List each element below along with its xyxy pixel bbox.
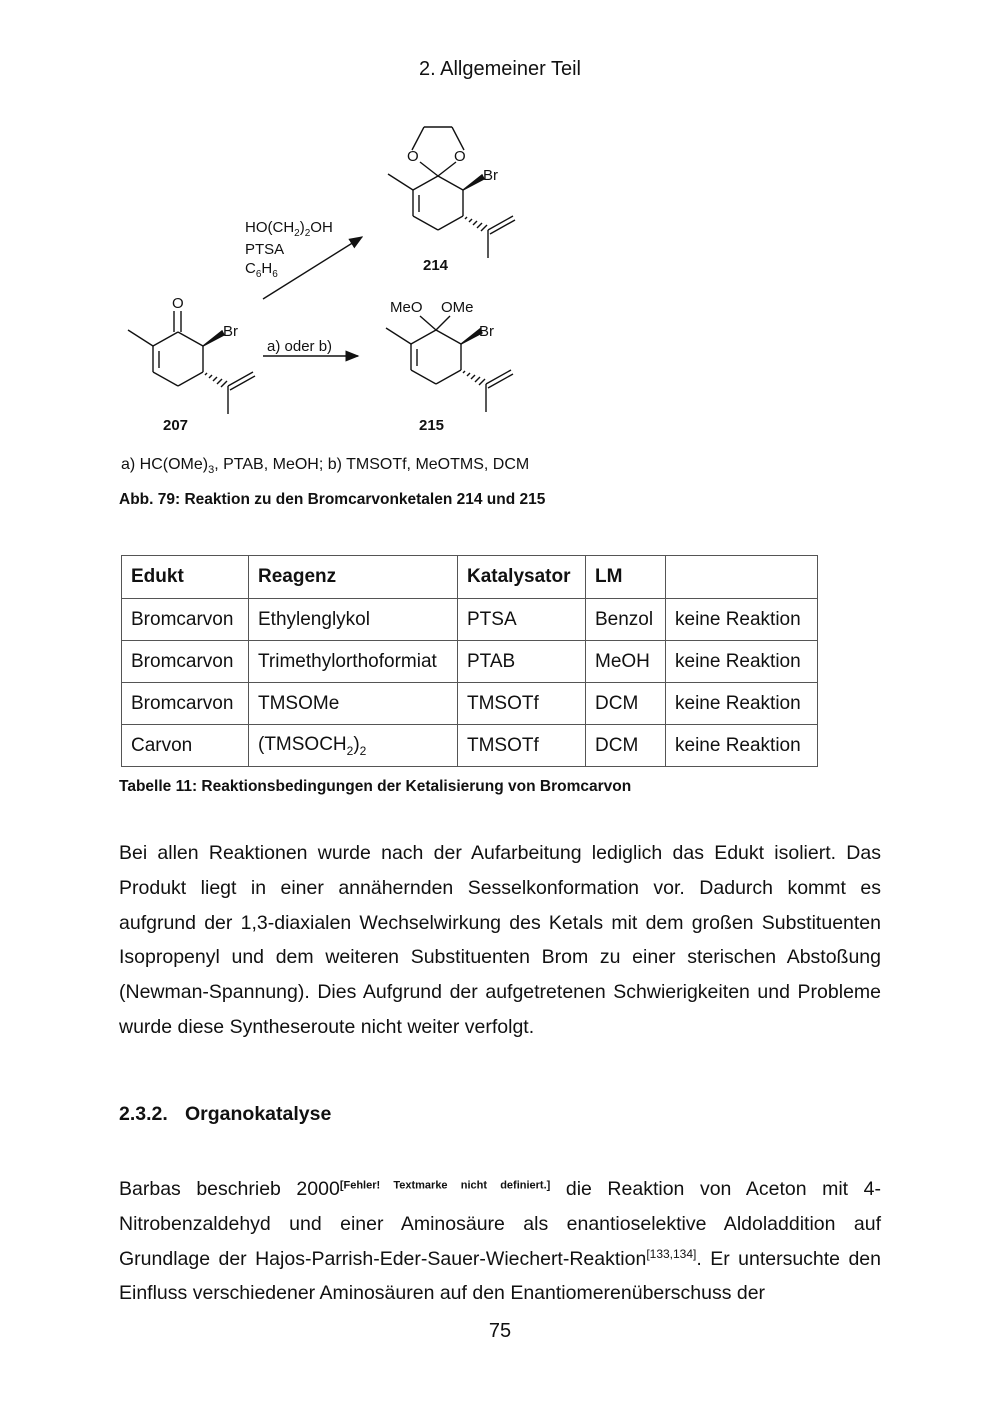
section-title: Organokatalyse [185,1103,332,1125]
reagent-ptsa: PTSA [245,241,285,258]
cell-reagenz: Trimethylorthoformiat [249,641,458,683]
running-header: 2. Allgemeiner Teil [419,58,581,80]
cell-reagenz: TMSOMe [249,683,458,725]
th-ergebnis [666,556,818,599]
label-O-207: O [172,295,184,312]
table-caption: Tabelle 11: Reaktionsbedingungen der Ketalisierung von Bromcarvon [119,778,632,795]
reagent-benzene: $C_6H_6$ [245,260,278,280]
cell-lm: MeOH [586,641,666,683]
cell-lm: Benzol [586,599,666,641]
structure-214 [388,127,515,258]
cell-lm: DCM [586,725,666,767]
th-katalysator: Katalysator [458,556,586,599]
th-edukt: Edukt [122,556,249,599]
body-paragraph-2: Barbas beschrieb 2000[Fehler! Textmarke nicht definiert.] die Reaktion von Aceton mit 4-Nitrobenzaldehyd und einer Aminosäure als enantioselektive Aldoladdition auf Grundlage der Hajos-Parrish-Eder-Sauer-Wiechert-Reaktion[133,134]. Er untersuchte den Einfluss verschiedener Aminosäuren auf den Enantiomerenüberschuss der [119,1178,881,1305]
cell-lm: DCM [586,683,666,725]
label-O2-214: O [454,148,466,165]
reagent-ethylene-glycol: $HO(CH_2)_2OH$ [245,219,333,239]
cell-ergebnis: keine Reaktion [666,683,818,725]
compound-214: 214 [423,257,449,274]
label-OMe-215: OMe [441,299,474,316]
reaction-scheme [110,110,630,450]
cell-edukt: Bromcarvon [122,641,249,683]
cell-katalysator: TMSOTf [458,725,586,767]
reaction-scheme-svg [110,110,630,450]
label-O1-214: O [407,148,419,165]
table-row [122,599,818,641]
cell-reagenz: Ethylenglykol [249,599,458,641]
cell-ergebnis: keine Reaktion [666,641,818,683]
table-row [122,725,818,767]
citation-133-134[interactable]: [133,134] [646,1246,697,1261]
figure-caption: Abb. 79: Reaktion zu den Bromcarvonketalen 214 und 215 [119,491,546,508]
cell-katalysator: PTAB [458,641,586,683]
table-header-row [122,556,818,599]
table-row [122,641,818,683]
cell-edukt: Bromcarvon [122,599,249,641]
section-number: 2.3.2. [119,1103,168,1125]
label-Br-207: Br [223,323,238,340]
th-reagenz: Reagenz [249,556,458,599]
cell-ergebnis: keine Reaktion [666,725,818,767]
broken-reference: [Fehler! Textmarke nicht definiert.] [339,1179,551,1192]
th-lm: LM [586,556,666,599]
reagent-conditions-ab: a) oder b) [267,338,333,355]
cell-edukt: Carvon [122,725,249,767]
scheme-footnote: a) $HC(OMe)_3$, PTAB, MeOH; b) TMSOTf, MeOTMS, DCM [121,456,530,477]
compound-215: 215 [419,417,445,434]
label-Br-215: Br [479,323,494,340]
label-MeO-215: MeO [390,299,423,316]
cell-reagenz: $(TMSOCH_2)_2$ [249,725,458,767]
cell-ergebnis: keine Reaktion [666,599,818,641]
cell-katalysator: TMSOTf [458,683,586,725]
compound-207: 207 [163,417,189,434]
page-number: 75 [488,1320,512,1342]
cell-edukt: Bromcarvon [122,683,249,725]
table-row [122,683,818,725]
label-Br-214: Br [483,167,498,184]
reaction-conditions-table [121,555,818,767]
cell-katalysator: PTSA [458,599,586,641]
body-paragraph-1: Bei allen Reaktionen wurde nach der Aufarbeitung lediglich das Edukt isoliert. Das Produkt liegt in einer annähernden Sesselkonformation vor. Dadurch kommt es aufgrund der 1,3-diaxialen Wechselwirkung des Ketals mit dem großen Substituenten Isopropenyl und dem weiteren Substituenten Brom zu einer sterischen Abstoßung (Newman-Spannung). Dies Aufgrund der aufgetretenen Schwierigkeiten und Probleme wurde diese Syntheseroute nicht weiter verfolgt. [119,842,881,1038]
section-heading [119,1103,331,1126]
